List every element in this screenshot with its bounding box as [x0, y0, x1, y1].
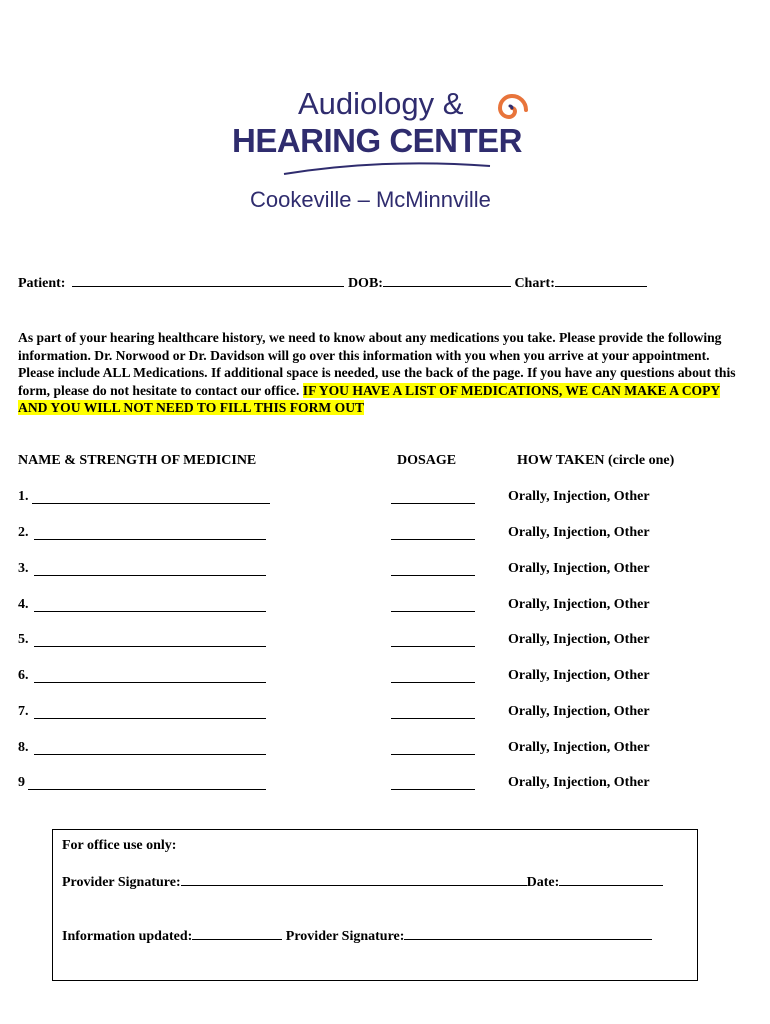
- dosage-field[interactable]: [391, 754, 475, 755]
- medicine-name-field[interactable]: [34, 575, 266, 576]
- office-use-box: [52, 829, 698, 981]
- logo-swoosh: [282, 160, 492, 176]
- office-use-title: For office use only:: [62, 838, 177, 853]
- clinic-logo: [232, 86, 552, 216]
- row-number: 7.: [18, 704, 29, 719]
- dosage-field[interactable]: [391, 718, 475, 719]
- dosage-field[interactable]: [391, 611, 475, 612]
- logo-line-3: Cookeville – McMinnville: [250, 187, 491, 212]
- dosage-field[interactable]: [391, 789, 475, 790]
- instructions-paragraph: [18, 329, 746, 417]
- how-taken-options[interactable]: Orally, Injection, Other: [508, 740, 650, 755]
- medicine-name-field[interactable]: [28, 789, 266, 790]
- instructions-text: As part of your hearing healthcare history, we need to know about any medications you take. Please provide the following information. Dr. Norwood or Dr. Davidson will go over this information with you when you arrive at your appointment. Please include ALL Medications. If additional space is needed, use the back of the page. If you have any questions about this form, please do not hesitate to contact our office.: [18, 330, 736, 398]
- medication-row: [18, 597, 718, 617]
- medication-row: [18, 740, 718, 760]
- medicine-name-field[interactable]: [34, 682, 266, 683]
- medication-row: [18, 775, 718, 795]
- info-updated-row: [62, 927, 652, 945]
- highlighted-notice: IF YOU HAVE A LIST OF MEDICATIONS, WE CAN MAKE A COPY AND YOU WILL NOT NEED TO FILL THIS FORM OUT: [18, 382, 721, 416]
- provider-signature-2-field[interactable]: [404, 927, 652, 940]
- provider-signature-row: [62, 873, 663, 891]
- info-updated-label: Information updated:: [62, 929, 193, 944]
- medication-row: [18, 525, 718, 545]
- row-number: 1.: [18, 489, 29, 504]
- medicine-name-field[interactable]: [32, 503, 270, 504]
- dob-field[interactable]: [383, 274, 511, 287]
- row-number: 9: [18, 775, 25, 790]
- dosage-field[interactable]: [391, 646, 475, 647]
- row-number: 8.: [18, 740, 29, 755]
- patient-info-row: [18, 274, 647, 292]
- provider-signature-2-label: Provider Signature:: [285, 929, 405, 944]
- row-number: 4.: [18, 597, 29, 612]
- medication-row: [18, 489, 718, 509]
- logo-line-1: Audiology &: [298, 86, 464, 121]
- medication-row: [18, 704, 718, 724]
- how-taken-options[interactable]: Orally, Injection, Other: [508, 489, 650, 504]
- medication-row: [18, 668, 718, 688]
- medicine-name-field[interactable]: [34, 611, 266, 612]
- dosage-field[interactable]: [391, 575, 475, 576]
- how-taken-options[interactable]: Orally, Injection, Other: [508, 597, 650, 612]
- row-number: 3.: [18, 561, 29, 576]
- col-header-dosage: DOSAGE: [397, 453, 457, 468]
- dosage-field[interactable]: [391, 682, 475, 683]
- row-number: 2.: [18, 525, 29, 540]
- how-taken-options[interactable]: Orally, Injection, Other: [508, 775, 650, 790]
- chart-label: Chart:: [514, 276, 555, 291]
- medication-row: [18, 561, 718, 581]
- dosage-field[interactable]: [391, 503, 475, 504]
- col-header-how: HOW TAKEN (circle one): [517, 453, 675, 468]
- how-taken-options[interactable]: Orally, Injection, Other: [508, 668, 650, 683]
- dob-label: DOB:: [347, 276, 383, 291]
- medicine-name-field[interactable]: [34, 754, 266, 755]
- patient-label: Patient:: [18, 276, 66, 291]
- how-taken-options[interactable]: Orally, Injection, Other: [508, 632, 650, 647]
- logo-line-2: HEARING CENTER: [232, 122, 523, 159]
- medicine-name-field[interactable]: [34, 646, 266, 647]
- row-number: 6.: [18, 668, 29, 683]
- provider-signature-field[interactable]: [181, 873, 527, 886]
- medicine-name-field[interactable]: [34, 539, 266, 540]
- medicine-name-field[interactable]: [34, 718, 266, 719]
- how-taken-options[interactable]: Orally, Injection, Other: [508, 704, 650, 719]
- chart-field[interactable]: [555, 274, 647, 287]
- medication-row: [18, 632, 718, 652]
- provider-signature-label: Provider Signature:: [62, 875, 181, 890]
- info-updated-field[interactable]: [192, 927, 282, 940]
- how-taken-options[interactable]: Orally, Injection, Other: [508, 561, 650, 576]
- patient-field[interactable]: [72, 274, 344, 287]
- date-field[interactable]: [559, 873, 663, 886]
- col-header-name: NAME & STRENGTH OF MEDICINE: [18, 453, 257, 468]
- how-taken-options[interactable]: Orally, Injection, Other: [508, 525, 650, 540]
- date-label: Date:: [526, 875, 560, 890]
- dosage-field[interactable]: [391, 539, 475, 540]
- row-number: 5.: [18, 632, 29, 647]
- swirl-icon: [494, 90, 530, 126]
